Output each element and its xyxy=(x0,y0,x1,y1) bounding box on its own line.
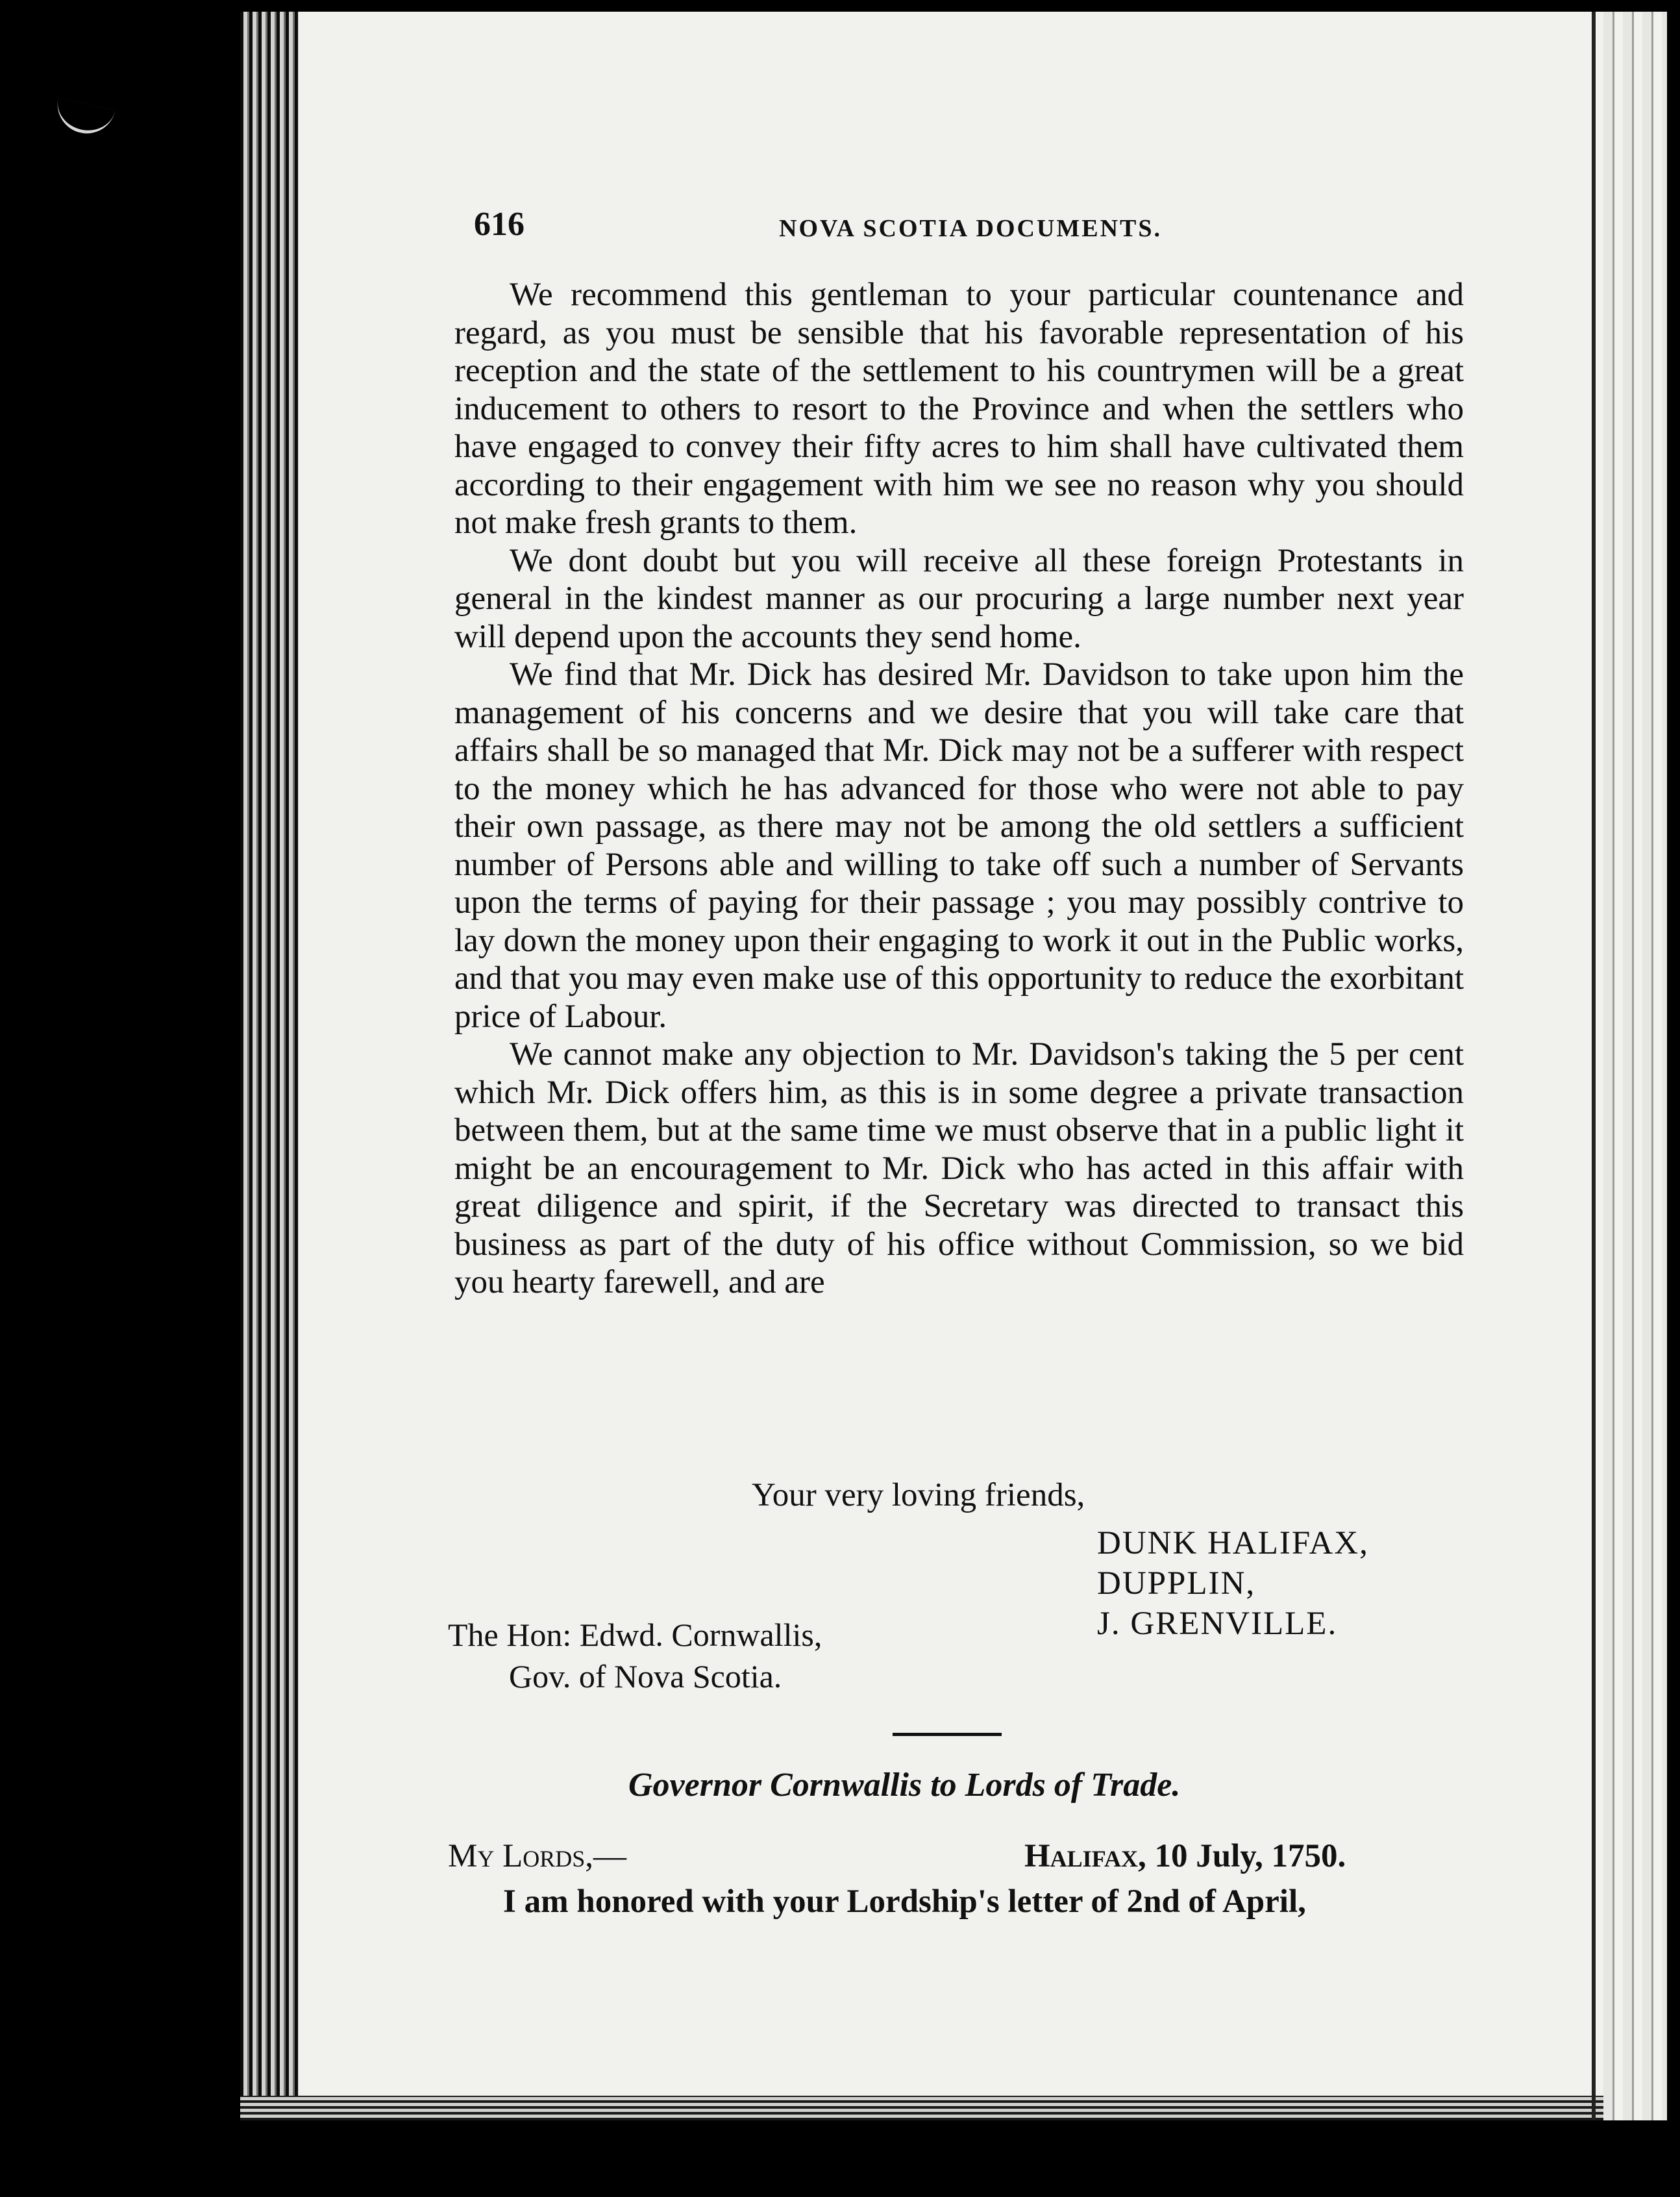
paragraph: We cannot make any objection to Mr. Davidson's taking the 5 per cent which Mr. Dick offers him, as this is in some degree a private transaction between them, but at the same time we must observe that in a public light it might be an encouragement to Mr. Dick who has acted in this affair with great diligence and spirit, if the Secretary was directed to transact this business as part of the duty of his office without Commission, so we bid you hearty farewell, and are xyxy=(454,1036,1464,1300)
signatory: J. GRENVILLE. xyxy=(1097,1606,1338,1642)
salutation: My Lords,— xyxy=(448,1838,627,1874)
section-divider xyxy=(893,1733,1002,1736)
paragraph: We find that Mr. Dick has desired Mr. Davidson to take upon him the management of his concerns and we desire that you will take care that affairs shall be so managed that Mr. Dick may not be a sufferer with respect to the money which he has advanced for those who were not able to pay their own passage, as there may not be among the old settlers a sufficient number of Persons able and willing to take off such a number of Servants upon the terms of paying for their passage ; you may possibly contrive to lay down the money upon their engaging to work it out in the Public works, and that you may even make use of this opportunity to reduce the exorbitant price of Labour. xyxy=(454,656,1464,1035)
running-head xyxy=(474,205,1487,257)
running-title: NOVA SCOTIA DOCUMENTS. xyxy=(779,215,1163,242)
gutter-line xyxy=(1592,12,1596,2120)
signatories xyxy=(1097,1523,1369,1644)
date: 10 July, 1750. xyxy=(1154,1838,1346,1874)
letter-body xyxy=(454,276,1464,1302)
signatory: DUPPLIN, xyxy=(1097,1565,1256,1602)
place-date xyxy=(1024,1837,1346,1875)
paragraph: We dont doubt but you will receive all these foreign Protestants in general in the kindest manner as our procuring a large number next year will depend upon the accounts they send home. xyxy=(454,542,1464,655)
closing: Your very loving friends, xyxy=(752,1477,1085,1513)
addressee xyxy=(448,1614,822,1697)
addressee-title: Gov. of Nova Scotia. xyxy=(509,1658,782,1694)
letter-first-line: I am honored with your Lordship's letter of 2nd of April, xyxy=(503,1883,1306,1920)
scan-artifact-mark xyxy=(52,98,115,139)
place: Halifax, xyxy=(1024,1838,1146,1874)
signatory: DUNK HALIFAX, xyxy=(1097,1525,1369,1561)
adjacent-page-edge xyxy=(1603,12,1667,2120)
page-number: 616 xyxy=(474,206,525,243)
letter-heading: Governor Cornwallis to Lords of Trade. xyxy=(628,1767,1181,1804)
page-bottom-edge xyxy=(240,2096,1667,2120)
paragraph: We recommend this gentleman to your particular countenance and regard, as you must be sensible that his favorable representation of his reception and the state of the settlement to his countrymen will be a great inducement to others to resort to the Province and when the settlers who have engaged to convey their fifty acres to him shall have cultivated them according to their engagement with him we see no reason why you should not make fresh grants to them. xyxy=(454,277,1464,541)
page-left-edge xyxy=(240,12,299,2120)
addressee-name: The Hon: Edwd. Cornwallis, xyxy=(448,1617,822,1653)
